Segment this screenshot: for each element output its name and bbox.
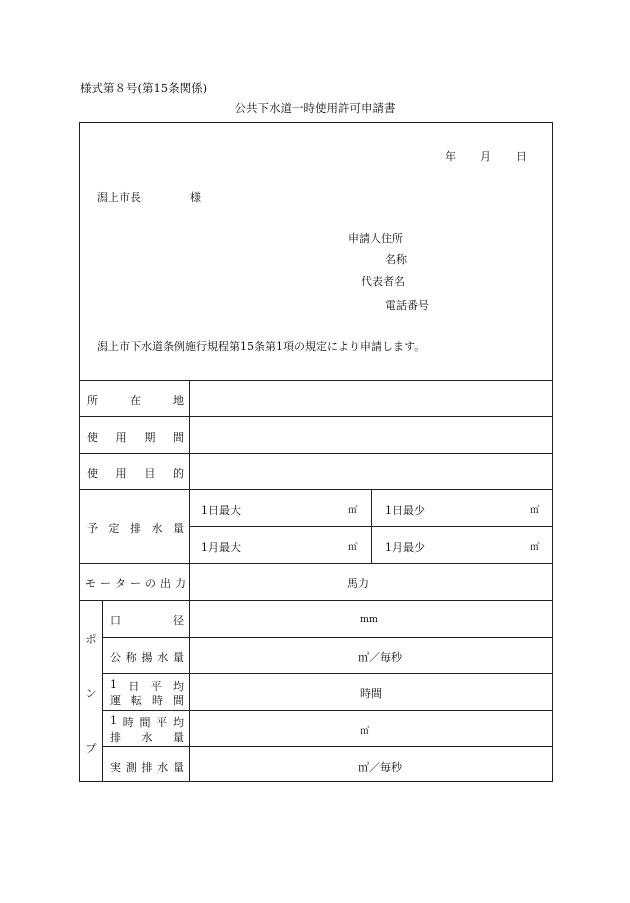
pump-daily-avg-label-2: 運 転 時 間	[110, 694, 184, 707]
form-number: 様式第８号(第15条関係)	[80, 81, 208, 95]
applicant-address-label: 申請人住所	[348, 232, 403, 245]
month-min-unit: ㎥	[530, 542, 540, 553]
addressee-name: 潟上市長	[97, 191, 141, 204]
pump-daily-avg-label-1: 1 日 平 均	[110, 678, 184, 693]
application-form	[79, 122, 553, 782]
addressee-honorific: 様	[190, 191, 201, 204]
day-max-label: 1日最大	[201, 504, 241, 517]
pump-bore-label: 口 径	[110, 614, 184, 627]
planned-discharge-label: 予 定 排 水 量	[87, 522, 184, 535]
motor-output-label: モ ー タ ー の 出 力	[85, 577, 186, 590]
pump-measured-label: 実 測 排 水 量	[110, 761, 184, 774]
document-title: 公共下水道一時使用許可申請書	[234, 101, 396, 115]
pump-nominal-label: 公 称 揚 水 量	[110, 651, 184, 664]
day-max-unit: ㎥	[348, 505, 358, 516]
applicant-phone-label: 電話番号	[385, 299, 429, 312]
usage-period-label: 使 用 期 間	[87, 431, 184, 444]
month-max-unit: ㎥	[348, 542, 358, 553]
pump-daily-avg-unit: 時間	[360, 687, 382, 700]
pump-nominal-unit: ㎥／毎秒	[358, 651, 402, 664]
pump-hourly-avg-unit: ㎥	[360, 726, 370, 737]
pump-label-po: ポ	[85, 633, 97, 646]
location-label: 所 在 地	[87, 394, 184, 407]
usage-purpose-label: 使 用 目 的	[87, 467, 184, 480]
day-min-unit: ㎥	[530, 505, 540, 516]
pump-hourly-avg-label-2: 排 水 量	[110, 731, 184, 744]
pump-label-pu: プ	[85, 742, 97, 755]
pump-hourly-avg-label-1: 1 時 間 平 均	[110, 714, 184, 729]
pump-label-n: ン	[85, 687, 97, 700]
month-max-label: 1月最大	[201, 541, 241, 554]
day-min-label: 1日最少	[385, 504, 425, 517]
applicant-name-label: 名称	[385, 253, 407, 266]
pump-bore-unit: mm	[360, 614, 379, 625]
date-year: 年	[445, 150, 456, 163]
date-day: 日	[516, 150, 527, 163]
pump-measured-unit: ㎥／毎秒	[358, 761, 402, 774]
month-min-label: 1月最少	[385, 541, 425, 554]
date-month: 月	[480, 150, 491, 163]
applicant-rep-label: 代表者名	[361, 275, 405, 288]
motor-unit: 馬力	[347, 577, 369, 590]
application-statement: 潟上市下水道条例施行規程第15条第1項の規定により申請します。	[97, 340, 426, 353]
